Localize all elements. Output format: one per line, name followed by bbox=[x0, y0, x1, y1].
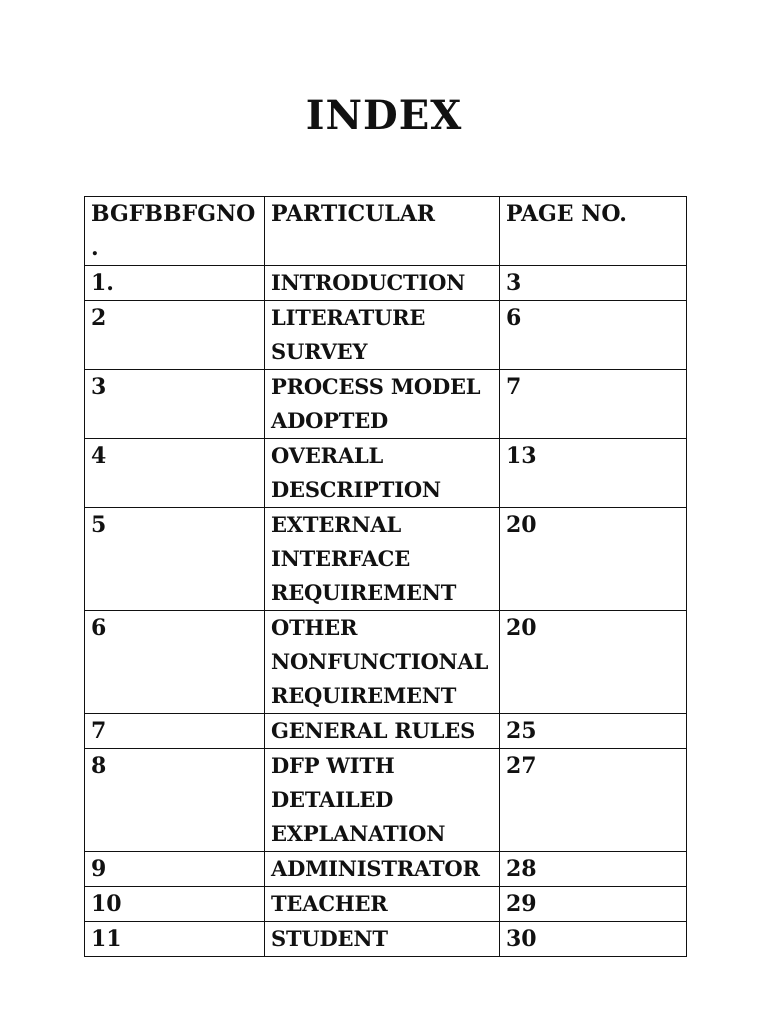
row-number: 4 bbox=[85, 439, 265, 508]
table-header-row bbox=[85, 197, 687, 266]
row-particular: INTRODUCTION bbox=[265, 266, 500, 301]
row-particular: EXTERNAL INTERFACE REQUIREMENT bbox=[265, 508, 500, 611]
row-particular: STUDENT bbox=[265, 922, 500, 957]
row-page-number: 29 bbox=[500, 887, 687, 922]
row-page-number: 13 bbox=[500, 439, 687, 508]
row-number: 8 bbox=[85, 749, 265, 852]
table-row bbox=[85, 887, 687, 922]
table-row bbox=[85, 266, 687, 301]
table-row bbox=[85, 508, 687, 611]
row-page-number: 7 bbox=[500, 370, 687, 439]
table-row bbox=[85, 852, 687, 887]
column-header-particular: PARTICULAR bbox=[265, 197, 500, 266]
table-row bbox=[85, 922, 687, 957]
row-page-number: 27 bbox=[500, 749, 687, 852]
table-row bbox=[85, 439, 687, 508]
row-page-number: 6 bbox=[500, 301, 687, 370]
row-page-number: 30 bbox=[500, 922, 687, 957]
row-particular: OTHER NONFUNCTIONAL REQUIREMENT bbox=[265, 611, 500, 714]
row-number: 11 bbox=[85, 922, 265, 957]
row-number: 7 bbox=[85, 714, 265, 749]
row-number: 6 bbox=[85, 611, 265, 714]
row-page-number: 3 bbox=[500, 266, 687, 301]
row-number: 3 bbox=[85, 370, 265, 439]
table-row bbox=[85, 370, 687, 439]
column-header-page-no: PAGE NO. bbox=[500, 197, 687, 266]
column-header-number: BGFBBFGNO. bbox=[85, 197, 265, 266]
row-particular: TEACHER bbox=[265, 887, 500, 922]
row-number: 2 bbox=[85, 301, 265, 370]
table-row bbox=[85, 749, 687, 852]
row-page-number: 20 bbox=[500, 508, 687, 611]
table-row bbox=[85, 714, 687, 749]
table-row bbox=[85, 301, 687, 370]
row-particular: LITERATURE SURVEY bbox=[265, 301, 500, 370]
row-number: 9 bbox=[85, 852, 265, 887]
row-particular: DFP WITH DETAILED EXPLANATION bbox=[265, 749, 500, 852]
row-particular: ADMINISTRATOR bbox=[265, 852, 500, 887]
row-particular: PROCESS MODEL ADOPTED bbox=[265, 370, 500, 439]
row-number: 1. bbox=[85, 266, 265, 301]
row-page-number: 20 bbox=[500, 611, 687, 714]
table-row bbox=[85, 611, 687, 714]
row-particular: OVERALL DESCRIPTION bbox=[265, 439, 500, 508]
row-number: 5 bbox=[85, 508, 265, 611]
row-particular: GENERAL RULES bbox=[265, 714, 500, 749]
index-table bbox=[84, 196, 687, 957]
row-page-number: 25 bbox=[500, 714, 687, 749]
page-title: INDEX bbox=[305, 92, 463, 139]
row-page-number: 28 bbox=[500, 852, 687, 887]
row-number: 10 bbox=[85, 887, 265, 922]
